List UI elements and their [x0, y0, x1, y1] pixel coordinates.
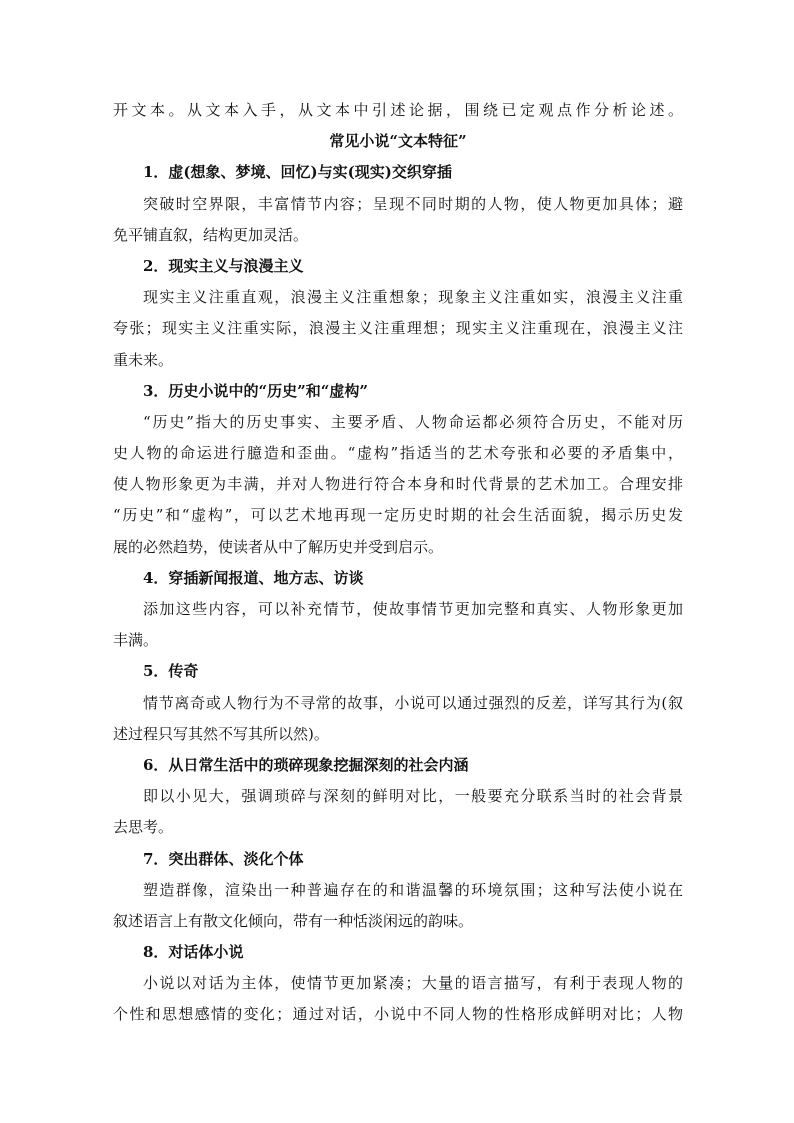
- section-title: 常见小说“文本特征”: [329, 132, 467, 151]
- intro-tail-text: 开文本。从文本入手，从文本中引述论据，围绕已定观点作分析论述。: [113, 101, 683, 119]
- item-1-line-2: 免平铺直叙，结构更加灵活。: [113, 225, 309, 244]
- item-8-line-1: 小说以对话为主体，使情节更加紧凑；大量的语言描写，有利于表现人物的: [143, 974, 683, 993]
- item-6-heading: 6．从日常生活中的琐碎现象挖掘深刻的社会内涵: [143, 755, 469, 774]
- item-3-line-3: 使人物形象更为丰满，并对人物进行符合本身和时代背景的艺术加工。合理安排: [113, 475, 683, 494]
- item-4-line-1: 添加这些内容，可以补充情节，使故事情节更加完整和真实、人物形象更加: [143, 600, 683, 618]
- item-5-heading: 5．传奇: [143, 662, 199, 681]
- item-7-line-1: 塑造群像，渲染出一种普遍存在的和谐温馨的环境氛围；这种写法使小说在: [143, 880, 683, 899]
- item-2-line-1: 现实主义注重直观，浪漫主义注重想象；现象主义注重如实，浪漫主义注重: [143, 288, 683, 307]
- item-1-line-1: 突破时空界限，丰富情节内容；呈现不同时期的人物，使人物更加具体；避: [143, 194, 683, 213]
- item-4-heading: 4．穿插新闻报道、地方志、访谈: [143, 568, 364, 587]
- item-3-line-2: 史人物的命运进行臆造和歪曲。“虚构”指适当的艺术夸张和必要的矛盾集中，: [113, 444, 683, 463]
- item-6-line-2: 去思考。: [113, 818, 174, 837]
- item-3-line-5: 展的必然趋势，使读者从中了解历史并受到启示。: [113, 537, 444, 556]
- item-5-line-1: 情节离奇或人物行为不寻常的故事，小说可以通过强烈的反差，详写其行为(叙: [143, 693, 683, 712]
- item-3-line-4: “历史”和“虚构”，可以艺术地再现一定历史时期的社会生活面貌，揭示历史发: [113, 506, 683, 525]
- item-8-line-2: 个性和思想感情的变化；通过对话，小说中不同人物的性格形成鲜明对比；人物: [113, 1005, 683, 1024]
- item-7-heading: 7．突出群体、淡化个体: [143, 849, 304, 868]
- item-2-heading: 2．现实主义与浪漫主义: [143, 256, 304, 275]
- item-7-line-2: 叙述语言上有散文化倾向，带有一种恬淡闲远的韵味。: [113, 911, 474, 930]
- item-3-line-1: “历史”指大的历史事实、主要矛盾、人物命运都必须符合历史，不能对历: [143, 412, 683, 431]
- item-5-line-2: 述过程只写其然不写其所以然)。: [113, 724, 329, 743]
- item-1-heading: 1．虚(想象、梦境、回忆)与实(现实)交织穿插: [143, 163, 452, 182]
- item-6-line-1: 即以小见大，强调琐碎与深刻的鲜明对比，一般要充分联系当时的社会背景: [143, 787, 683, 806]
- item-2-line-3: 重未来。: [113, 350, 174, 369]
- item-2-line-2: 夸张；现实主义注重实际，浪漫主义注重理想；现实主义注重现在，浪漫主义注: [113, 319, 683, 338]
- item-4-line-2: 丰满。: [113, 631, 159, 650]
- item-8-heading: 8．对话体小说: [143, 943, 244, 962]
- item-3-heading: 3．历史小说中的“历史”和“虚构”: [143, 381, 368, 400]
- document-page: [113, 95, 683, 1031]
